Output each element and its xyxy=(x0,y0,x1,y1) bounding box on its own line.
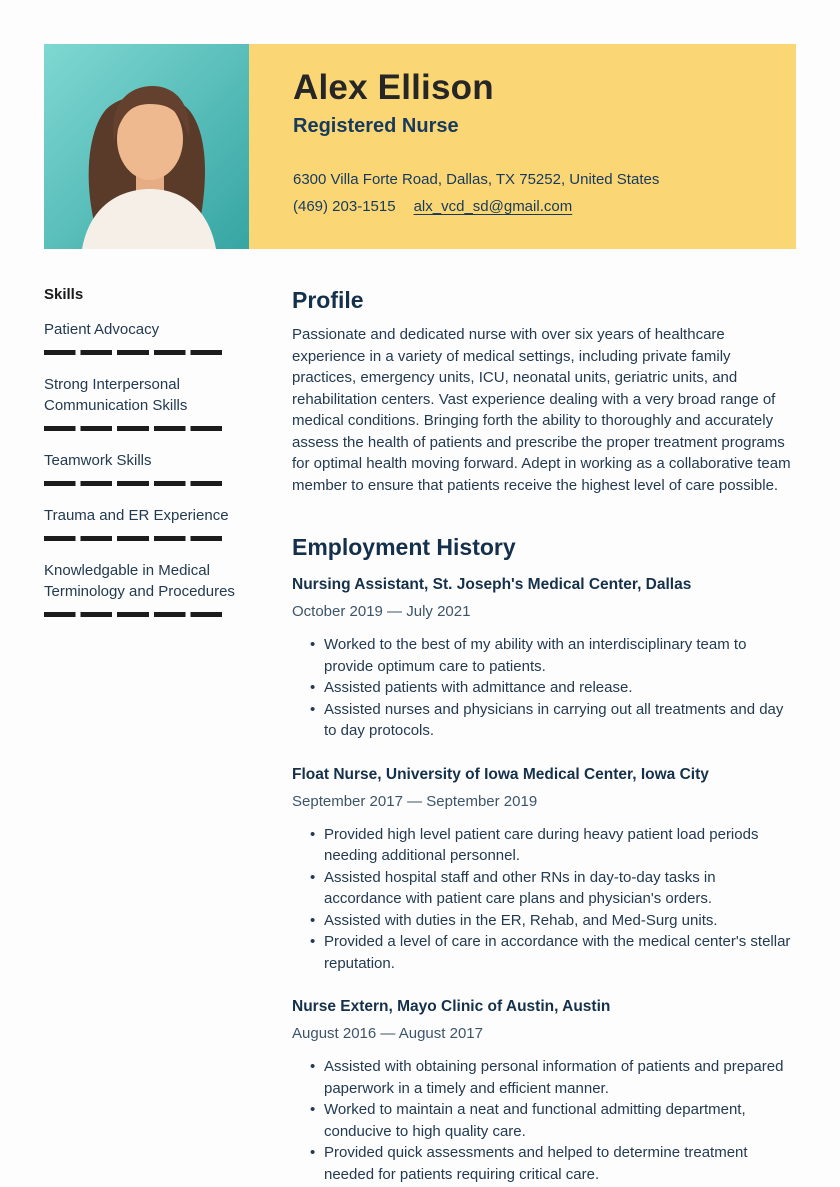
skill-item xyxy=(44,450,249,486)
phone-number: (469) 203-1515 xyxy=(293,198,396,215)
skill-level-bar xyxy=(44,350,222,355)
job-dates: September 2017 — September 2019 xyxy=(292,792,538,810)
skill-item xyxy=(44,374,249,431)
skills-sidebar xyxy=(44,286,249,1187)
jobs-list xyxy=(292,575,796,1185)
resume-header xyxy=(44,44,796,249)
skill-level-bar xyxy=(44,612,222,617)
skills-heading: Skills xyxy=(44,286,84,303)
candidate-name: Alex Ellison xyxy=(293,68,494,107)
portrait-photo-illustration xyxy=(44,44,249,249)
contact-block xyxy=(293,170,768,217)
skills-list xyxy=(44,319,249,617)
header-info-panel xyxy=(249,44,796,249)
employment-heading: Employment History xyxy=(292,534,516,560)
job-bullet: • Worked to the best of my ability with an interdisciplinary team to provide optimum care to patients. xyxy=(310,634,796,677)
job-bullet: • Assisted patients with admittance and release. xyxy=(310,677,796,699)
job-bullet: • Assisted with obtaining personal information of patients and prepared paperwork in a timely and efficient manner. xyxy=(310,1056,796,1099)
job-dates: October 2019 — July 2021 xyxy=(292,603,471,620)
address-text: 6300 Villa Forte Road, Dallas, TX 75252, United States xyxy=(293,171,660,188)
job-bullet: • Worked to maintain a neat and functional admitting department, conducive to high quality care. xyxy=(310,1099,796,1142)
main-column xyxy=(292,286,796,1187)
job-bullet: • Provided a level of care in accordance with the medical center's stellar reputation. xyxy=(310,931,796,974)
job-entry xyxy=(292,575,796,742)
job-bullet: • Provided quick assessments and helped to determine treatment needed for patients requiring critical care. xyxy=(310,1142,796,1185)
job-bullet: • Assisted hospital staff and other RNs in day-to-day tasks in accordance with patient care plans and physician's orders. xyxy=(310,867,796,910)
job-bullet: • Provided high level patient care during heavy patient load periods needing additional personnel. xyxy=(310,824,796,867)
job-bullets xyxy=(292,824,796,975)
skill-name: Strong Interpersonal Communication Skills xyxy=(44,376,188,414)
skill-level-bar xyxy=(44,536,222,541)
candidate-title: Registered Nurse xyxy=(293,115,459,137)
job-bullet: • Assisted nurses and physicians in carrying out all treatments and day to day protocols. xyxy=(310,699,796,742)
job-entry xyxy=(292,765,796,975)
skill-name: Teamwork Skills xyxy=(44,452,152,469)
email-link[interactable]: alx_vcd_sd@gmail.com xyxy=(413,198,573,215)
skill-name: Knowledgable in Medical Terminology and Procedures xyxy=(44,562,235,600)
job-entry xyxy=(292,997,796,1185)
skill-level-bar xyxy=(44,481,222,486)
profile-section xyxy=(292,286,796,496)
job-title: Float Nurse, University of Iowa Medical Center, Iowa City xyxy=(292,765,709,783)
job-bullets xyxy=(292,1056,796,1185)
phone-email-row xyxy=(293,197,768,217)
job-title: Nurse Extern, Mayo Clinic of Austin, Austin xyxy=(292,998,611,1015)
portrait-photo xyxy=(44,44,249,249)
job-dates: August 2016 — August 2017 xyxy=(292,1025,483,1042)
resume-body xyxy=(44,286,796,1187)
skill-item xyxy=(44,505,249,541)
employment-section xyxy=(292,533,796,1185)
skill-name: Trauma and ER Experience xyxy=(44,507,229,524)
skill-level-bar xyxy=(44,426,222,431)
job-title: Nursing Assistant, St. Joseph's Medical Center, Dallas xyxy=(292,576,692,593)
skill-item xyxy=(44,319,249,355)
profile-text: Passionate and dedicated nurse with over six years of healthcare experience in a variety of medical settings, including private family practices, emergency units, ICU, neonatal units, geriatric units, and rehabilitation centers. Vast experience dealing with a very broad range of medical conditions. Bringing forth the ability to thoroughly and accurately assess the health of patients and prescribe the proper treatment programs for optimal health moving forward. Adept in working as a collaborative team member to ensure that patients receive the highest level of care possible. xyxy=(292,326,791,494)
skill-name: Patient Advocacy xyxy=(44,321,160,338)
profile-heading: Profile xyxy=(292,287,364,313)
job-bullet: • Assisted with duties in the ER, Rehab, and Med-Surg units. xyxy=(310,910,796,932)
skill-item xyxy=(44,560,249,617)
job-bullets xyxy=(292,634,796,742)
